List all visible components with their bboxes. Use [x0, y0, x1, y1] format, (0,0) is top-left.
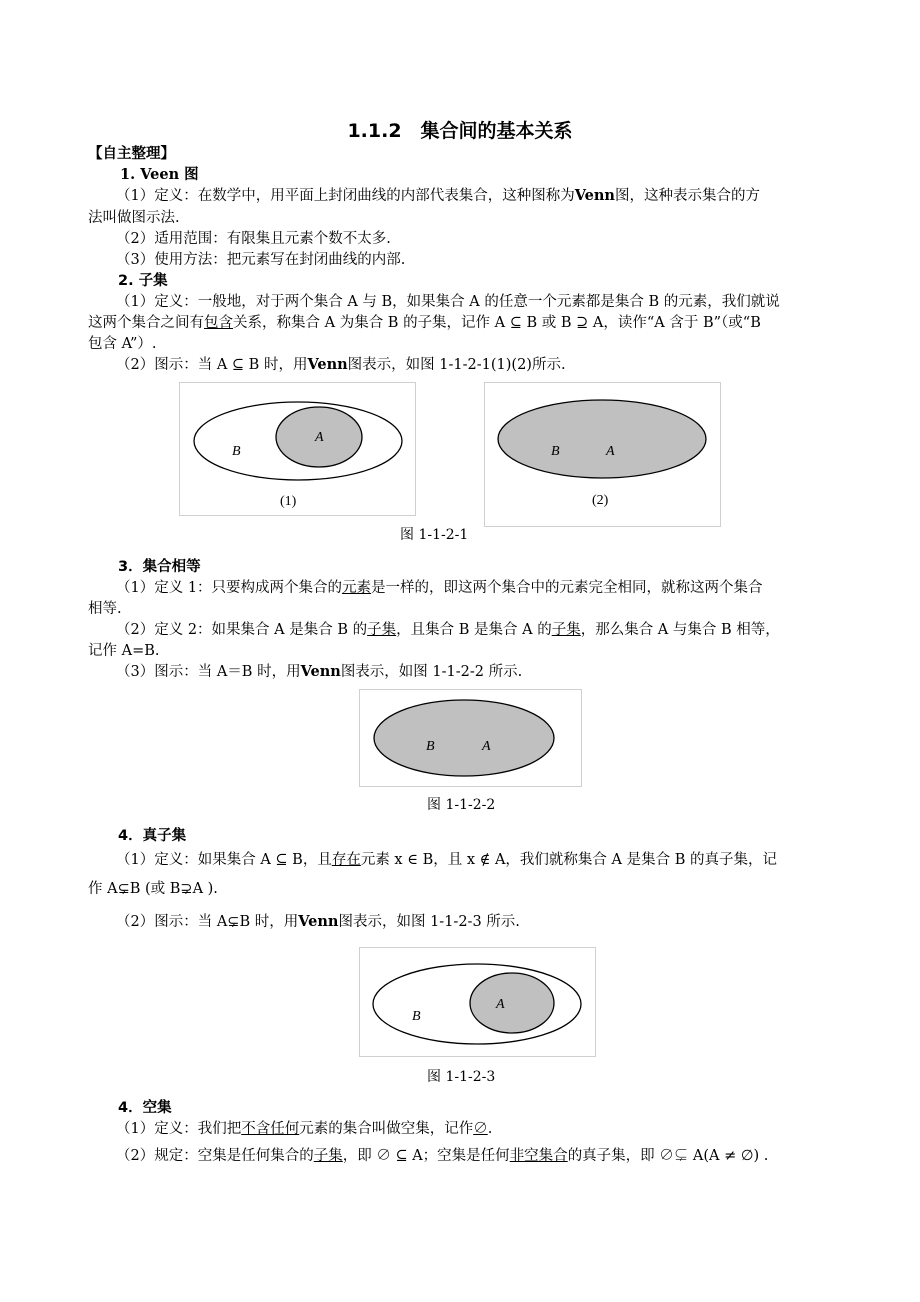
venn-diagram-equal: [360, 690, 581, 786]
text: 图，这种表示集合的方: [614, 188, 760, 204]
text: （2）图示：当 A⊊B 时，用: [116, 914, 299, 930]
text: Venn: [574, 187, 615, 204]
text: 元素 x ∈ B，且 x ∉ A，我们就称集合 A 是集合 B 的真子集，记: [360, 852, 777, 868]
figure-proper-subset: [359, 947, 596, 1057]
page-title: 1.1.2 集合间的基本关系: [347, 120, 573, 142]
equal-diagram-line: [116, 660, 522, 681]
text: （3）图示：当 A＝B 时，用: [116, 664, 301, 680]
underlined-text: 包含: [204, 315, 233, 331]
set-ab-ellipse: [374, 700, 554, 776]
equal-heading: 3．集合相等: [118, 559, 201, 575]
label-b: B: [232, 444, 241, 459]
figure-caption: 图 1-1-2-3: [427, 1069, 496, 1085]
subset-diagram-line: [116, 353, 566, 374]
text: 是一样的，即这两个集合中的元素完全相同，就称这两个集合: [371, 580, 763, 596]
text: Venn: [298, 913, 339, 930]
equal-def1-line2: 相等.: [88, 601, 122, 617]
text: Venn: [307, 356, 348, 373]
figure-caption: 图 1-1-2-1: [400, 527, 469, 543]
label-b: B: [551, 444, 560, 459]
set-ab-ellipse: [498, 400, 706, 478]
text: 的真子集，即 ∅⊊ A(A ≠ ∅) .: [567, 1148, 769, 1164]
venn-diagram-proper-subset: [360, 948, 595, 1056]
underlined-text: 非空集合: [509, 1148, 568, 1164]
text: （1）定义：如果集合 A ⊆ B，且: [116, 852, 332, 868]
label-a: A: [496, 997, 505, 1012]
text: 图表示，如图 1-1-2-2 所示.: [340, 664, 523, 680]
venn-heading-text: Veen 图: [140, 166, 199, 183]
underlined-text: 不含任何: [241, 1121, 300, 1137]
set-a-ellipse: [470, 973, 554, 1033]
proper-subset-heading: 4．真子集: [118, 828, 187, 844]
label-b: B: [412, 1009, 421, 1024]
label-a: A: [482, 739, 491, 754]
equal-def2-line1: [116, 618, 780, 639]
venn-heading: [120, 163, 199, 184]
text: ，即 ∅ ⊆ A；空集是任何: [342, 1148, 510, 1164]
subset-def-line2: [88, 311, 761, 332]
underlined-text: 子集: [551, 622, 581, 638]
section-heading: 【自主整理】: [88, 145, 175, 162]
underlined-text: 存在: [331, 852, 361, 868]
text: （2）定义 2：如果集合 A 是集合 B 的: [116, 622, 368, 638]
empty-set-heading: 4．空集: [118, 1100, 172, 1116]
figure-equal: [359, 689, 582, 787]
underlined-text: 子集: [313, 1148, 343, 1164]
underlined-text: 子集: [367, 622, 397, 638]
sub-caption: (2): [592, 493, 609, 508]
subset-heading: 2. 子集: [118, 273, 168, 289]
text: 图表示，如图 1-1-2-3 所示.: [338, 914, 520, 930]
text: ，且集合 B 是集合 A 的: [396, 622, 552, 638]
underlined-text: 元素: [342, 580, 372, 596]
sub-caption: (1): [280, 494, 297, 509]
label-a: A: [606, 444, 615, 459]
text: Venn: [300, 663, 341, 680]
venn-def-line1: [116, 184, 760, 205]
text: 这两个集合之间有: [88, 315, 204, 331]
text: 图表示，如图 1-1-2-1(1)(2)所示.: [347, 357, 566, 373]
equal-def1-line1: [116, 576, 763, 597]
empty-set-rule: [116, 1144, 768, 1165]
text: （1）定义：在数学中，用平面上封闭曲线的内部代表集合，这种图称为: [116, 188, 575, 204]
label-b: B: [426, 739, 435, 754]
venn-diagram-equal: [485, 383, 720, 526]
label-a: A: [315, 430, 324, 445]
venn-diagram-subset: [180, 383, 415, 515]
empty-set-symbol: ∅: [473, 1121, 488, 1137]
text: （2）图示：当 A ⊆ B 时，用: [116, 357, 308, 373]
subset-def-line3: 包含 A”）.: [88, 336, 157, 352]
subset-def-line1: （1）定义：一般地，对于两个集合 A 与 B，如果集合 A 的任意一个元素都是集合 B 的元素，我们就说: [116, 294, 780, 310]
figure-subset-1: [179, 382, 416, 516]
text: ，那么集合 A 与集合 B 相等，: [580, 622, 780, 638]
proper-subset-def-line1: [116, 848, 777, 869]
figure-subset-2: [484, 382, 721, 527]
text: .: [487, 1121, 493, 1137]
venn-scope: （2）适用范围：有限集且元素个数不太多.: [116, 231, 391, 247]
venn-def-line2: 法叫做图示法.: [88, 210, 180, 226]
venn-heading-num: 1.: [120, 166, 136, 183]
text: （1）定义：我们把: [116, 1121, 242, 1137]
empty-set-def: [116, 1117, 492, 1138]
figure-caption: 图 1-1-2-2: [427, 797, 496, 813]
proper-subset-def-line2: 作 A⊊B (或 B⊋A ).: [88, 881, 218, 897]
text: （1）定义 1：只要构成两个集合的: [116, 580, 343, 596]
text: 关系，称集合 A 为集合 B 的子集，记作 A ⊆ B 或 B ⊇ A，读作“A 含于 B”（或“B: [233, 315, 761, 331]
text: （2）规定：空集是任何集合的: [116, 1148, 314, 1164]
venn-usage: （3）使用方法：把元素写在封闭曲线的内部.: [116, 252, 406, 268]
text: 元素的集合叫做空集，记作: [299, 1121, 474, 1137]
proper-subset-diagram-line: [116, 910, 520, 931]
equal-def2-line2: 记作 A=B.: [88, 643, 160, 659]
